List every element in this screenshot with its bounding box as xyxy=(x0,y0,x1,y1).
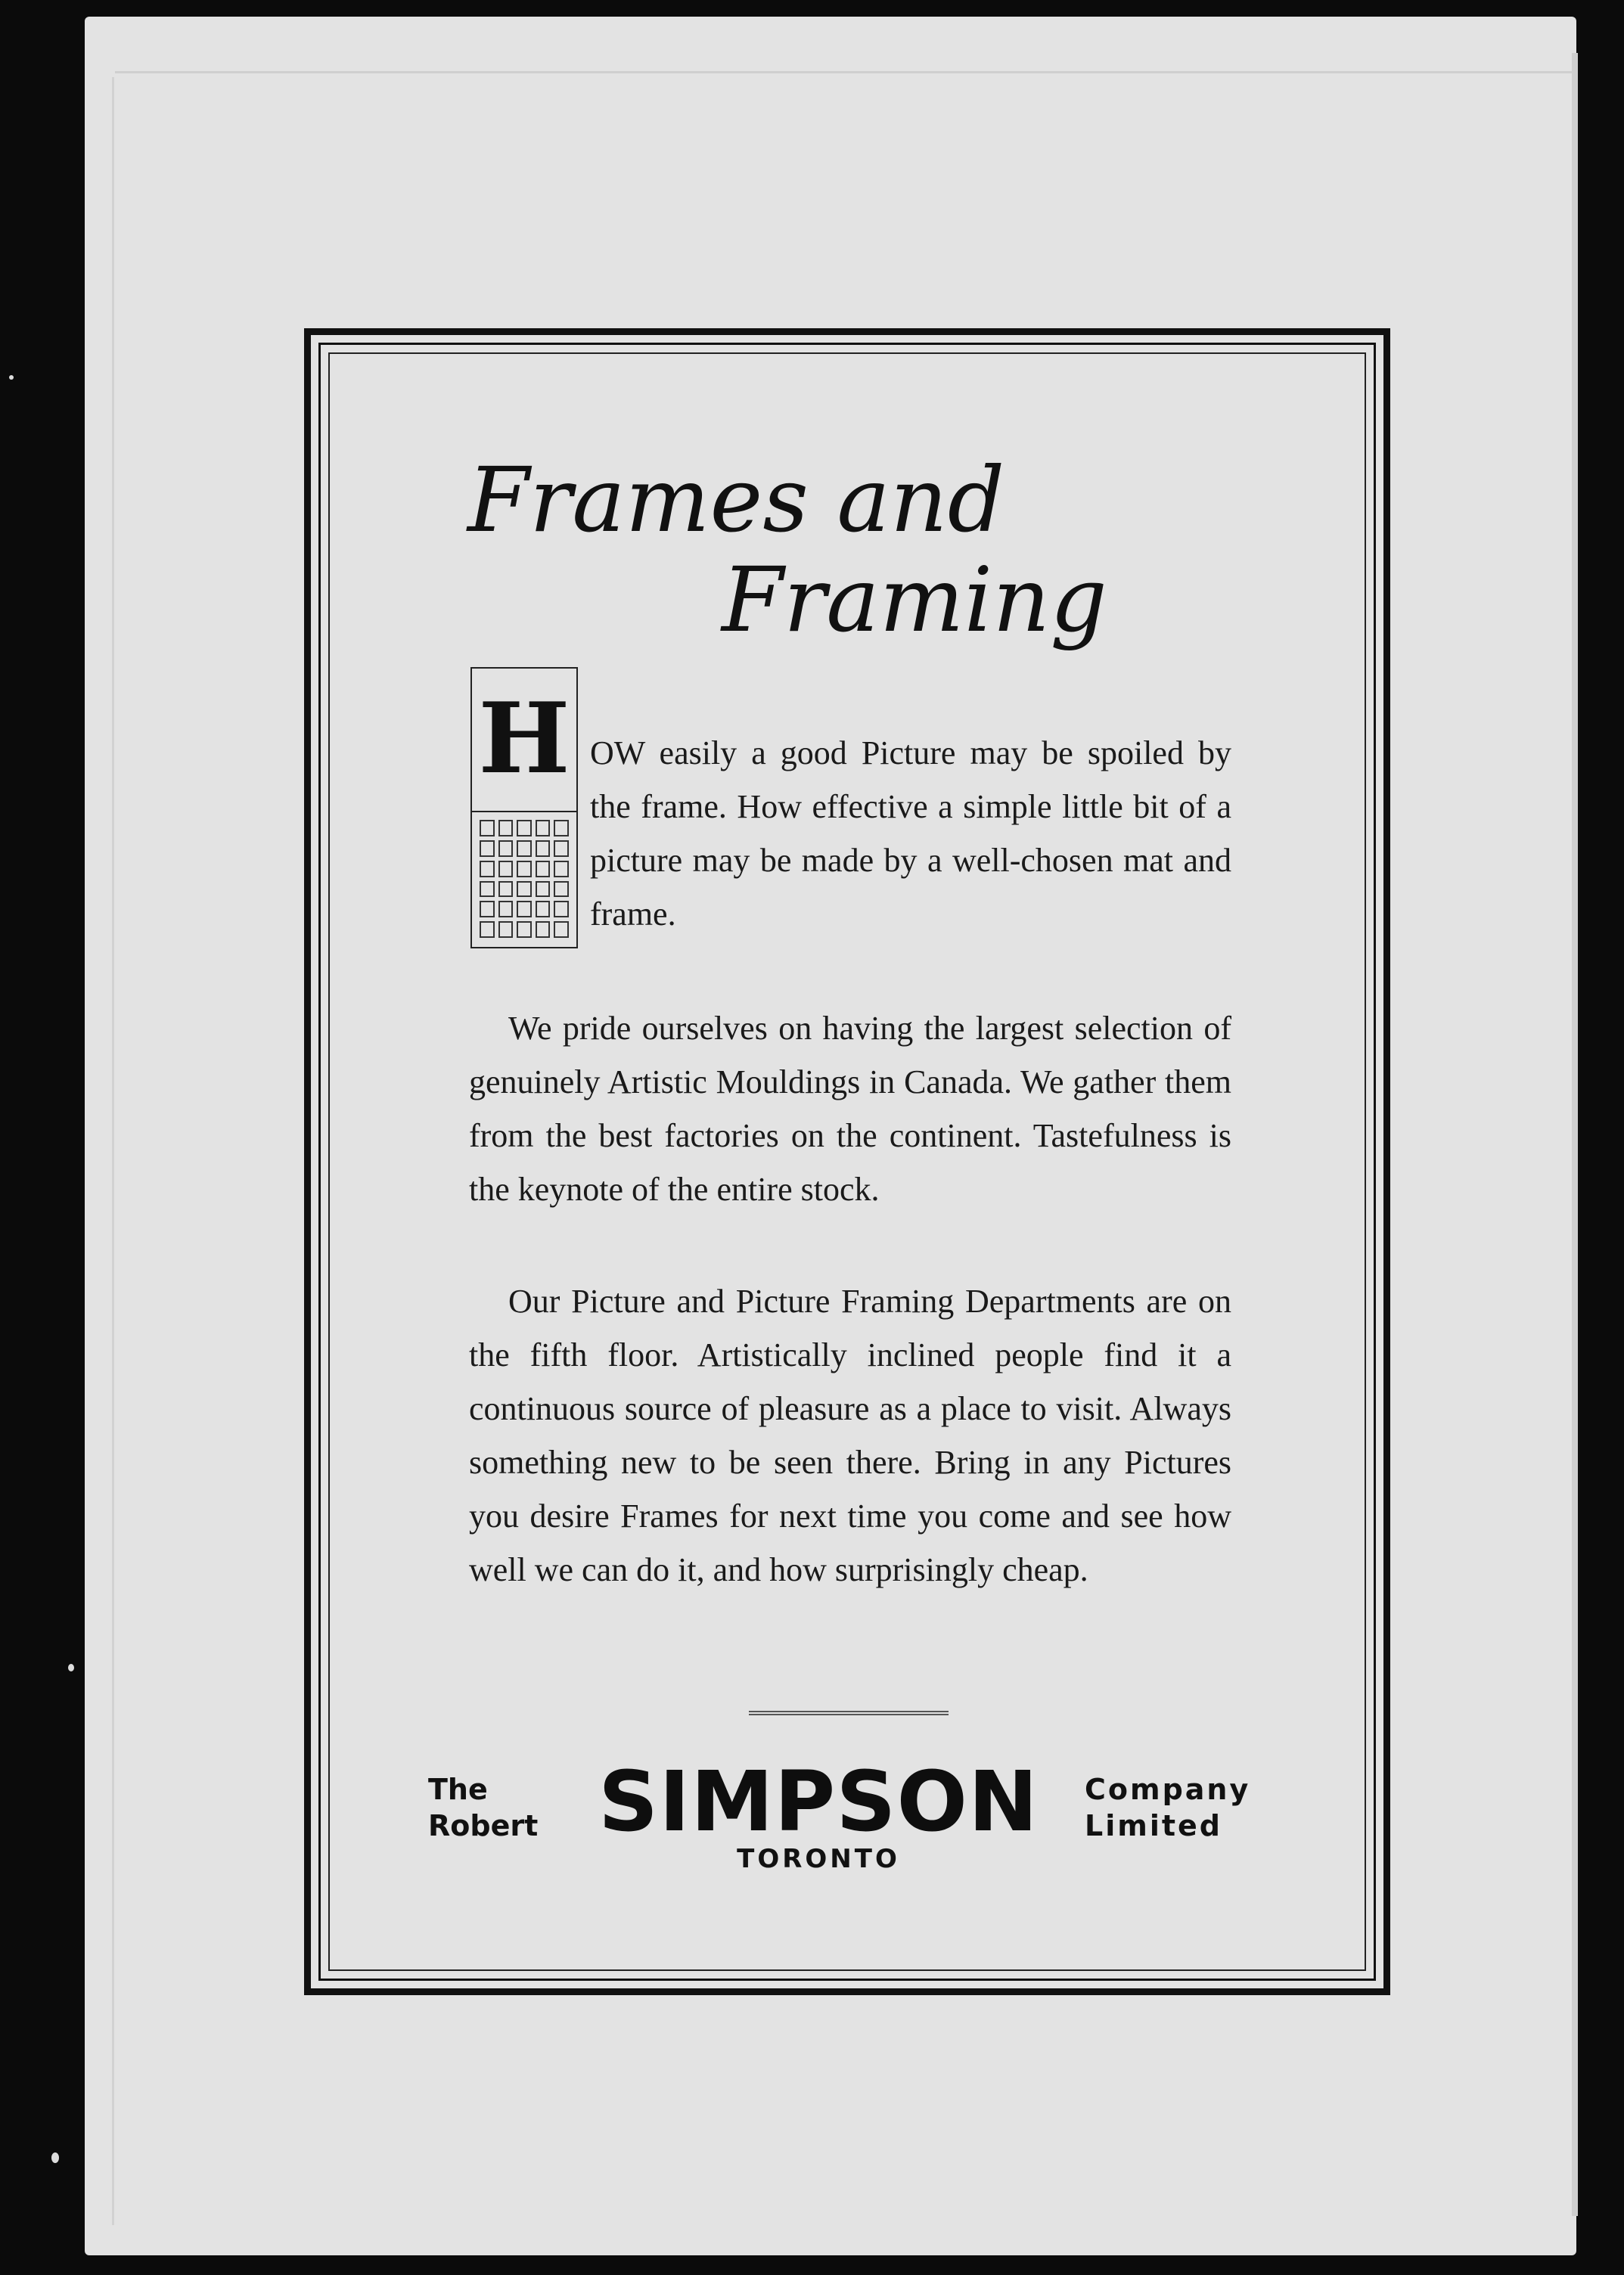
paragraph-2: We pride ourselves on having the largest selection of genuinely Artistic Mouldings in Canada. We gather them from the best factories on the continent. Tastefulness is the keynote of the entire stock. xyxy=(469,1010,1231,1208)
scan-background-right xyxy=(1576,0,1624,2275)
paragraph-3: Our Picture and Picture Framing Departments are on the fifth floor. Artistically inclined people find it a continuous source of pleasure as a place to visit. Always something new to be seen there. Bring in any Pictures you desire Frames for next time you come and see how well we can do it, and how surprisingly cheap. xyxy=(469,1283,1231,1588)
page-fold-strip xyxy=(1572,53,1578,2216)
scan-speck xyxy=(51,2152,59,2163)
company-name: SIMPSON xyxy=(598,1753,1039,1850)
title-line-2: Framing xyxy=(722,548,1107,652)
signature-right xyxy=(1085,1771,1250,1844)
signature-limited: Limited xyxy=(1085,1809,1222,1842)
advertisement-title xyxy=(467,450,1107,650)
scan-speck xyxy=(9,375,14,380)
signature-robert: Robert xyxy=(428,1809,539,1842)
paragraph-1: OW easily a good Picture may be spoiled by the frame. How effective a simple little bit of a picture may be made by a well-chosen mat and frame. xyxy=(590,734,1231,933)
signature-the: The xyxy=(428,1773,488,1806)
company-city: TORONTO xyxy=(737,1844,900,1874)
section-divider xyxy=(749,1711,949,1715)
title-line-1: Frames and xyxy=(467,448,1005,552)
drop-cap-letter: H xyxy=(472,669,576,812)
scan-speck xyxy=(68,1664,74,1671)
page-edge-shadow xyxy=(115,71,1575,73)
signature-left xyxy=(428,1771,538,1844)
page-edge-shadow-left xyxy=(112,77,114,2225)
decorative-grid-ornament xyxy=(480,820,569,938)
drop-cap-block xyxy=(470,667,578,948)
signature-company: Company xyxy=(1085,1773,1251,1806)
